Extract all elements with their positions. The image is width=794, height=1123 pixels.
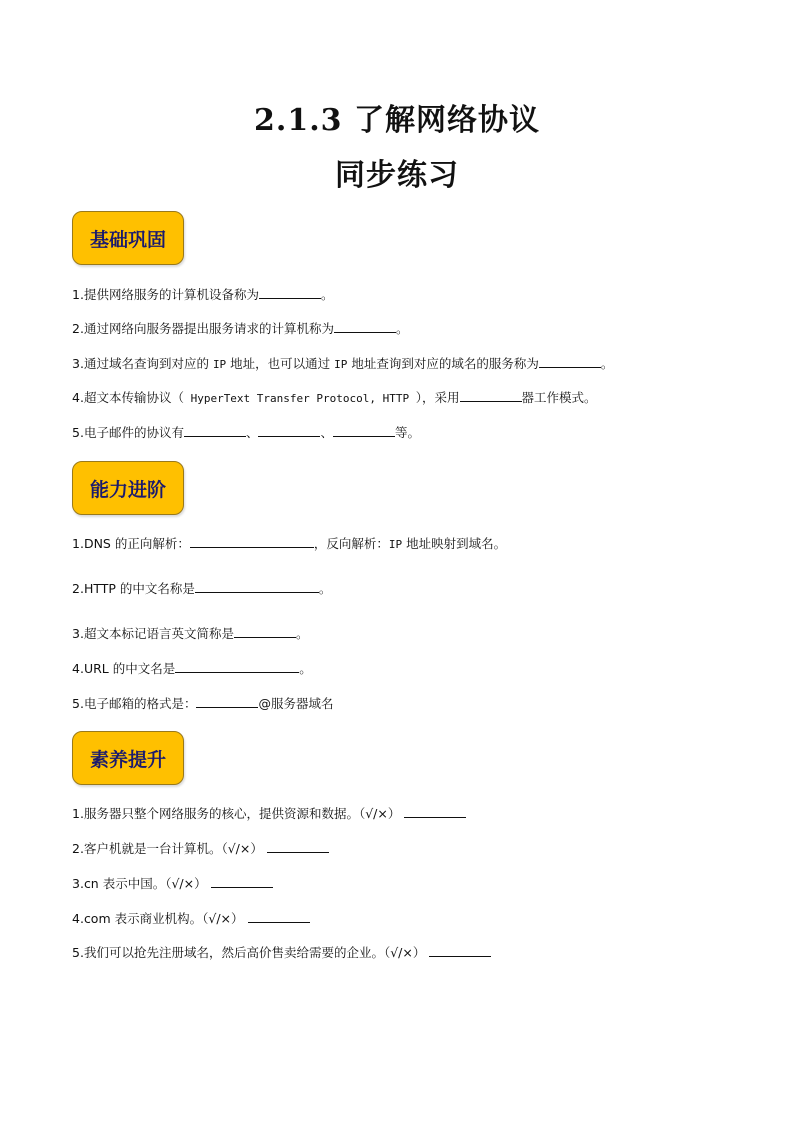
question-advanced-5: 5.电子邮箱的格式是： @服务器域名 — [72, 696, 334, 711]
question-advanced-1: 1.DNS 的正向解析： ，反向解析：IP 地址映射到域名。 — [72, 536, 507, 551]
question-basic-5: 5.电子邮件的协议有 、 、 等。 — [72, 425, 420, 440]
question-literacy-2: 2.客户机就是一台计算机。（√/×） — [72, 840, 754, 858]
section-badge-advanced: 能力进阶 — [72, 461, 184, 515]
answer-blank[interactable] — [334, 320, 396, 333]
question-literacy-4: 4.com 表示商业机构。（√/×） — [72, 910, 754, 928]
answer-blank[interactable] — [539, 355, 601, 368]
question-advanced-2: 2.HTTP 的中文名称是 。 — [72, 581, 332, 596]
answer-blank[interactable] — [267, 840, 329, 853]
answer-blank[interactable] — [259, 286, 321, 299]
answer-blank[interactable] — [190, 535, 314, 548]
answer-blank[interactable] — [195, 580, 319, 593]
answer-blank[interactable] — [429, 944, 491, 957]
question-literacy-5: 5.我们可以抢先注册域名，然后高价售卖给需要的企业。（√/×） — [72, 944, 754, 962]
answer-blank[interactable] — [404, 805, 466, 818]
answer-blank[interactable] — [234, 625, 296, 638]
answer-blank[interactable] — [333, 424, 395, 437]
section-badge-basic: 基础巩固 — [72, 211, 184, 265]
answer-blank[interactable] — [184, 424, 246, 437]
answer-blank[interactable] — [460, 389, 522, 402]
section-badge-literacy: 素养提升 — [72, 731, 184, 785]
answer-blank[interactable] — [248, 910, 310, 923]
question-basic-3: 3.通过域名查询到对应的 IP 地址，也可以通过 IP 地址查询到对应的域名的服务称为 。 — [72, 356, 614, 371]
page-subtitle: 同步练习 — [335, 158, 459, 193]
answer-blank[interactable] — [175, 660, 299, 673]
answer-blank[interactable] — [258, 424, 320, 437]
page-title: 2.1.3 了解网络协议 — [254, 103, 540, 138]
question-advanced-3: 3.超文本标记语言英文简称是 。 — [72, 626, 309, 641]
question-literacy-3: 3.cn 表示中国。（√/×） — [72, 875, 754, 893]
answer-blank[interactable] — [196, 695, 258, 708]
question-basic-1: 1.提供网络服务的计算机设备称为 。 — [72, 287, 334, 302]
question-basic-2: 2.通过网络向服务器提出服务请求的计算机称为 。 — [72, 321, 409, 336]
question-basic-4: 4.超文本传输协议（ HyperText Transfer Protocol, HTTP ），采用 器工作模式。 — [72, 390, 597, 405]
answer-blank[interactable] — [211, 875, 273, 888]
question-literacy-1: 1.服务器只整个网络服务的核心，提供资源和数据。（√/×） — [72, 805, 754, 823]
question-advanced-4: 4.URL 的中文名是 。 — [72, 661, 312, 676]
